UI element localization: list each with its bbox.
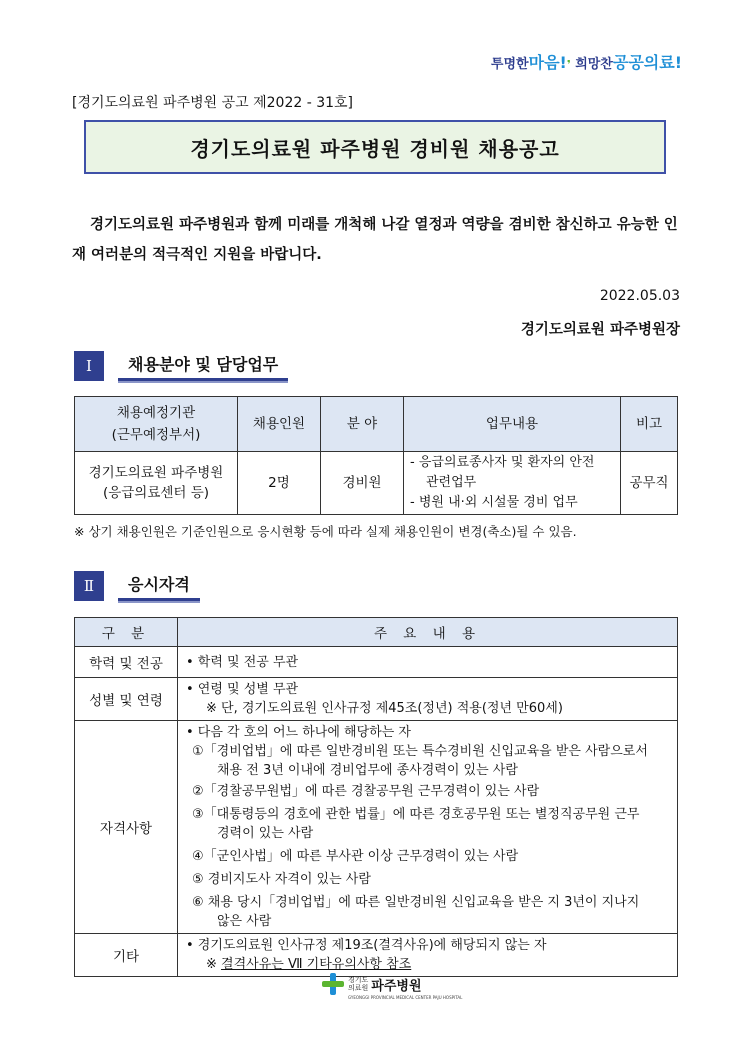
recruitment-footnote: ※ 상기 채용인원은 기준인원으로 응시현황 등에 따라 실제 채용인원이 변경(축소)될 수 있음. [74,524,577,539]
cell-field: 경비원 [321,452,404,515]
row-label-qual: 자격사항 [75,721,178,934]
notice-date: 2022.05.03 [599,288,680,304]
slogan [491,50,682,73]
row-text-gender: • 연령 및 성별 무관 ※ 단, 경기도의료원 인사규정 제45조(정년) 적용(정년 만60세) [178,678,678,721]
logo-english: GYEONGGI PROVINCIAL MEDICAL CENTER PAJU HOSPITAL [348,995,463,1000]
col-org: 채용예정기관 (근무예정부서) [75,397,238,452]
section-2-number: Ⅱ [74,571,104,601]
table-row [75,647,678,678]
logo-name: 파주병원 [371,978,422,994]
table-row [75,721,678,934]
recruitment-table [74,396,678,515]
cross-logo-icon [322,973,344,995]
table-row [75,934,678,977]
hospital-logo [322,973,463,1000]
logo-small-text: 경기도 의료원 [348,976,369,992]
slogan-part4: 공공의료! [612,53,682,72]
slogan-part2: 마음! [528,53,567,72]
row-label-etc: 기타 [75,934,178,977]
cell-duty: - 응급의료종사자 및 환자의 안전 관련업무 - 병원 내·외 시설물 경비 업무 [404,452,621,515]
col-category: 구 분 [75,618,178,647]
cell-count: 2명 [238,452,321,515]
row-label-gender: 성별 및 연령 [75,678,178,721]
table-row [75,452,678,515]
table-row [75,678,678,721]
row-label-edu: 학력 및 전공 [75,647,178,678]
cell-note: 공무직 [621,452,678,515]
section-1-number: Ⅰ [74,351,104,381]
leaf-icon: ❜ [566,58,571,71]
section-2-heading [74,570,200,602]
row-text-qual: • 다음 각 호의 어느 하나에 해당하는 자 ①「경비업법」에 따른 일반경비원 또는 특수경비원 신입교육을 받은 사람으로서 채용 전 3년 이내에 경비업무에 종사경력이 있는 사람 ②「경찰공무원법」에 따른 경찰공무원 근무경력이 있는 사람 ③「대통령등의 경호에 관한 법률」에 따른 경호공무원 또는 별정직공무원 근무 경력이 있는 사람 ④「군인사법」에 따른 부사관 이상 근무경력이 있는 사람 ⑤ 경비지도사 자격이 있는 사람 ⑥ 채용 당시「경비업법」에 따른 일반경비원 신입교육을 받은 지 3년이 지나지 않은 사람 [178,721,678,934]
row-text-edu: • 학력 및 전공 무관 [178,647,678,678]
section-1-heading [74,350,288,382]
issuer: 경기도의료원 파주병원장 [520,322,680,338]
intro-paragraph: 경기도의료원 파주병원과 함께 미래를 개척해 나갈 열정과 역량을 겸비한 참신하고 유능한 인재 여러분의 적극적인 지원을 바랍니다. [72,217,678,263]
col-note: 비고 [621,397,678,452]
section-1-label: 채용분야 및 담당업무 [118,352,288,381]
page-title: 경기도의료원 파주병원 경비원 채용공고 [84,120,666,174]
col-count: 채용인원 [238,397,321,452]
slogan-part1: 투명한 [490,57,529,72]
col-content: 주 요 내 용 [178,618,678,647]
slogan-part3: 희망찬 [575,57,613,72]
col-field: 분 야 [321,397,404,452]
section-2-label: 응시자격 [118,572,200,601]
qualification-table [74,617,678,977]
col-duty: 업무내용 [404,397,621,452]
row-text-etc: • 경기도의료원 인사규정 제19조(결격사유)에 해당되지 않는 자 ※ 결격사유는 Ⅶ 기타유의사항 참조 [178,934,678,977]
cell-org: 경기도의료원 파주병원 (응급의료센터 등) [75,452,238,515]
notice-number: [경기도의료원 파주병원 공고 제2022 - 31호] [72,95,354,111]
